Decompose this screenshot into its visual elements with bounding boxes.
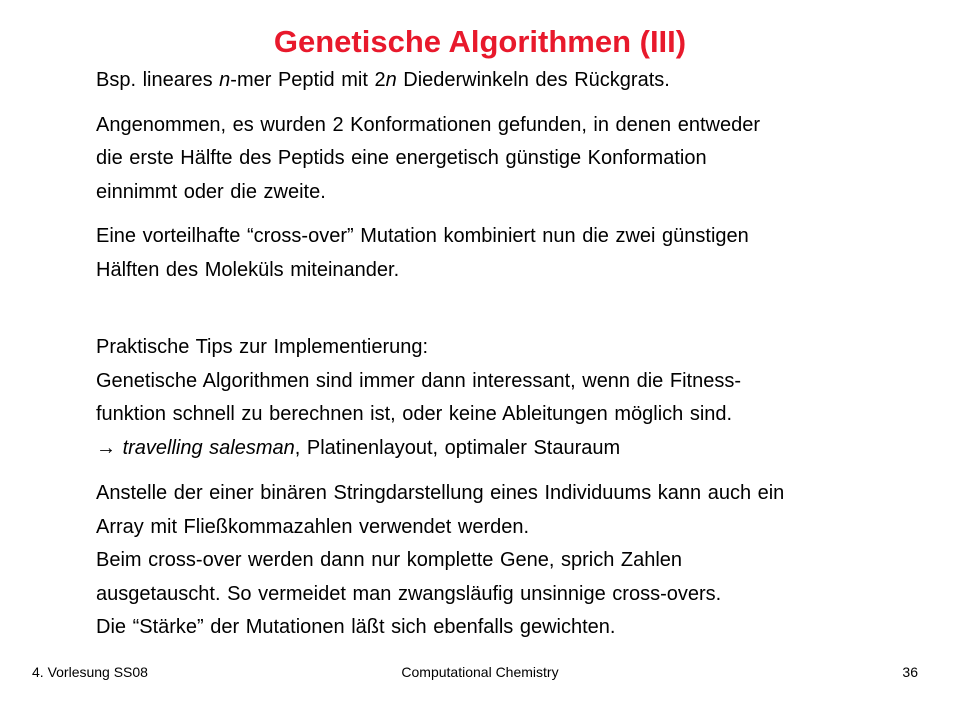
right-arrow-icon: →	[96, 436, 123, 459]
paragraph-line: Eine vorteilhafte “cross-over” Mutation kombiniert nun die zwei günstigen	[96, 225, 749, 247]
example-line: Bsp. lineares n-mer Peptid mit 2n Diederwinkeln des Rückgrats.	[96, 69, 670, 91]
paragraph-line: ausgetauscht. So vermeidet man zwangsläufig unsinnige cross-overs.	[96, 582, 722, 605]
paragraph-line: Anstelle der einer binären Stringdarstellung eines Individuums kann auch ein	[96, 482, 785, 504]
footer-lecture: 4. Vorlesung SS08	[32, 664, 148, 680]
paragraph-line: funktion schnell zu berechnen ist, oder keine Ableitungen möglich sind.	[96, 403, 733, 425]
paragraph-line: Genetische Algorithmen sind immer dann interessant, wenn die Fitness-	[96, 369, 741, 392]
examples-line: → travelling salesman, Platinenlayout, optimaler Stauraum	[96, 436, 621, 459]
paragraph-line: Array mit Fließkommazahlen verwendet werden.	[96, 515, 530, 538]
section-heading: Praktische Tips zur Implementierung:	[96, 336, 429, 358]
slide-body	[96, 64, 926, 645]
paragraph-line: Beim cross-over werden dann nur komplette Gene, sprich Zahlen	[96, 549, 683, 571]
paragraph-line: einnimmt oder die zweite.	[96, 180, 326, 203]
paragraph-line: Angenommen, es wurden 2 Konformationen gefunden, in denen entweder	[96, 113, 761, 136]
footer-course: Computational Chemistry	[401, 664, 559, 680]
slide-title: Genetische Algorithmen (III)	[273, 24, 687, 59]
footer-page-number: 36	[902, 664, 918, 680]
paragraph-line: Hälften des Moleküls miteinander.	[96, 258, 400, 281]
paragraph-line: die erste Hälfte des Peptids eine energetisch günstige Konformation	[96, 147, 707, 169]
paragraph-line: Die “Stärke” der Mutationen läßt sich ebenfalls gewichten.	[96, 616, 616, 638]
